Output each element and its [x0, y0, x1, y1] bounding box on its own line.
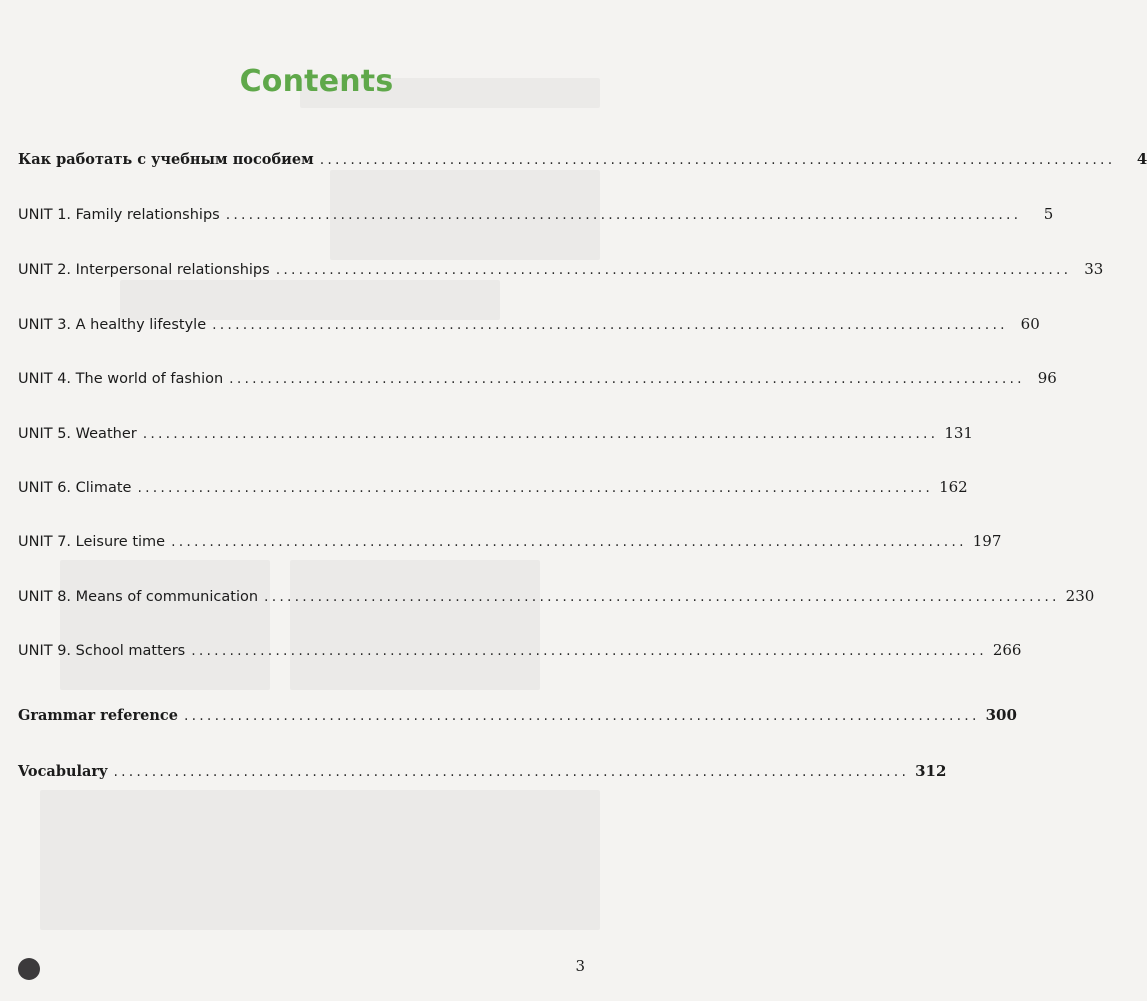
toc-entry-page: 312 — [915, 762, 947, 780]
toc-entry-vocabulary[interactable] — [18, 760, 947, 782]
toc-entry-page: 4 — [1136, 150, 1147, 168]
toc-entry-label: UNIT 2. Interpersonal relationships — [18, 262, 270, 278]
toc-entry-page: 266 — [992, 641, 1022, 659]
toc-entry-how-to-use[interactable] — [18, 148, 1147, 170]
toc-entry-label: UNIT 7. Leisure time — [18, 534, 166, 550]
toc-entry-label: UNIT 5. Weather — [18, 426, 137, 442]
dot-leader: ........................................................................................................ — [142, 426, 939, 442]
toc-entry-unit-5[interactable] — [18, 422, 973, 444]
toc-entry-label: UNIT 6. Climate — [18, 480, 132, 496]
toc-entry-page: 197 — [972, 532, 1002, 550]
toc-entry-page: 96 — [1037, 369, 1057, 387]
toc-entry-unit-7[interactable] — [18, 530, 1002, 552]
binding-hole-mark — [18, 958, 40, 980]
toc-entry-label: UNIT 1. Family relationships — [18, 207, 220, 223]
dot-leader: ........................................................................................................ — [319, 152, 1116, 168]
toc-entry-label: UNIT 4. The world of fashion — [18, 371, 224, 387]
toc-entry-page: 300 — [985, 706, 1017, 724]
dot-leader: ........................................................................................................ — [264, 589, 1060, 605]
dot-leader: ........................................................................................................ — [183, 708, 980, 724]
toc-entry-unit-1[interactable] — [18, 203, 1054, 225]
toc-entry-unit-4[interactable] — [18, 367, 1057, 389]
dot-leader: ........................................................................................................ — [113, 764, 910, 780]
toc-entry-label: Vocabulary — [18, 763, 108, 780]
dot-leader: ........................................................................................................ — [275, 262, 1072, 278]
page-title: Contents — [239, 64, 394, 99]
toc-entry-page: 131 — [944, 424, 973, 442]
toc-entry-unit-2[interactable] — [18, 258, 1104, 280]
toc-entry-label: UNIT 8. Means of communication — [18, 589, 259, 605]
toc-entry-page: 33 — [1084, 260, 1104, 278]
toc-entry-grammar-reference[interactable] — [18, 704, 1017, 726]
dot-leader: ........................................................................................................ — [137, 480, 934, 496]
dot-leader: ........................................................................................................ — [212, 317, 1008, 333]
toc-entry-page: 162 — [939, 478, 968, 496]
toc-entry-unit-3[interactable] — [18, 313, 1040, 335]
toc-entry-label: UNIT 9. School matters — [18, 643, 186, 659]
toc-entry-page: 230 — [1065, 587, 1095, 605]
toc-entry-page: 5 — [1043, 205, 1054, 223]
toc-entry-label: UNIT 3. A healthy lifestyle — [18, 317, 207, 333]
toc-entry-unit-9[interactable] — [18, 639, 1022, 661]
dot-leader: ........................................................................................................ — [171, 534, 967, 550]
dot-leader: ........................................................................................................ — [229, 371, 1025, 387]
toc-entry-label: Как работать с учебным пособием — [18, 151, 314, 168]
toc-entry-label: Grammar reference — [18, 707, 178, 724]
toc-entry-unit-8[interactable] — [18, 585, 1095, 607]
dot-leader: ........................................................................................................ — [225, 207, 1022, 223]
page-number: 3 — [575, 957, 585, 975]
dot-leader: ........................................................................................................ — [191, 643, 987, 659]
toc-entry-unit-6[interactable] — [18, 476, 968, 498]
toc-entry-page: 60 — [1020, 315, 1040, 333]
